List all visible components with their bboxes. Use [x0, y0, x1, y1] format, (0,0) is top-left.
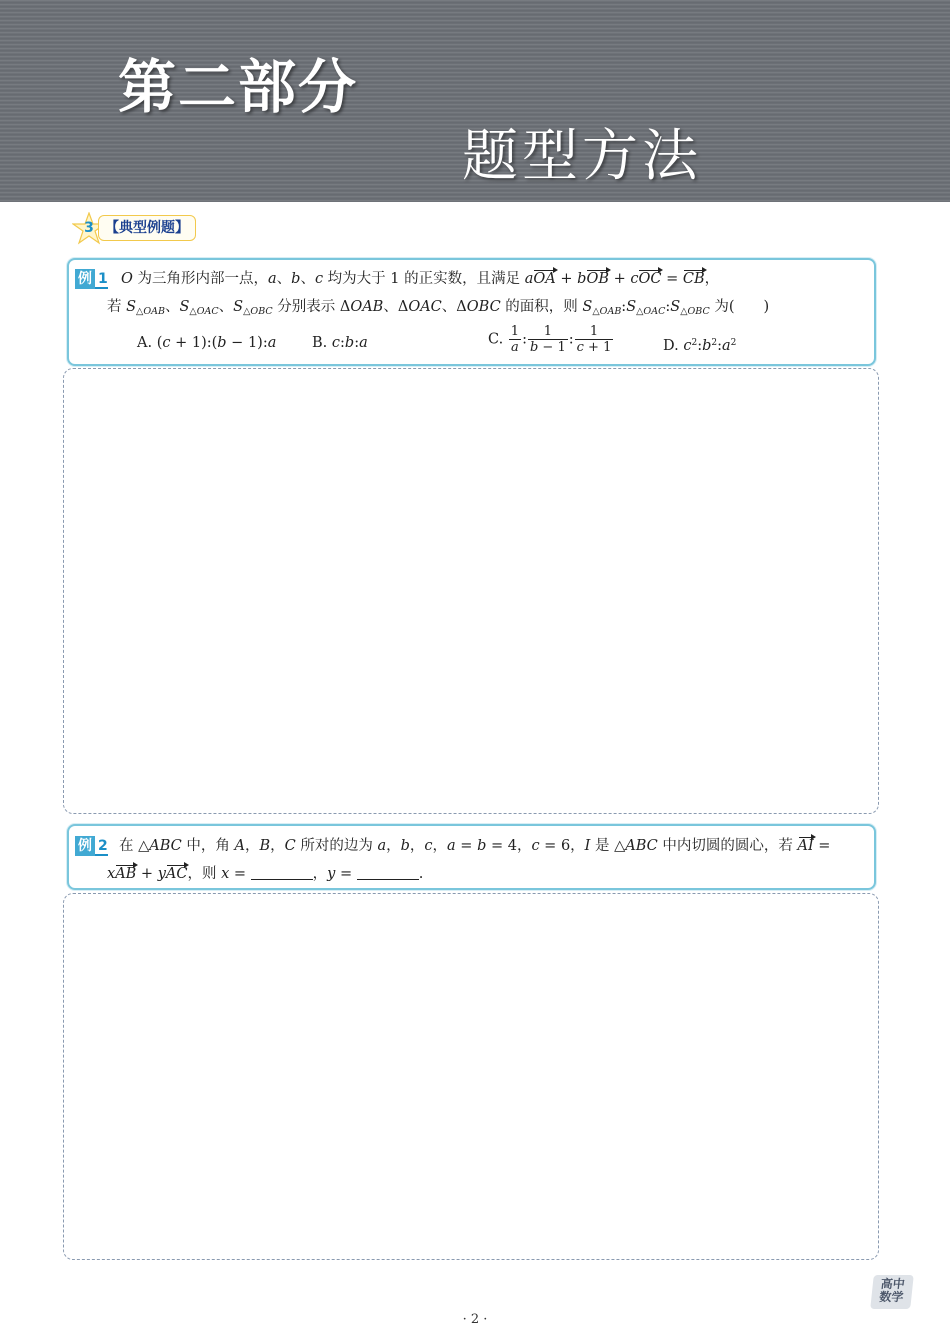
section-number: 3	[84, 220, 94, 236]
logo-line-1: 高中	[880, 1277, 906, 1291]
fraction-1-over-c-plus-1: $\frac{1}{c + 1}$	[576, 324, 612, 355]
option-d: D. $c^2:b^2:a^2$	[663, 338, 737, 354]
example-2-badge	[75, 836, 115, 856]
example-badge-word: 例	[75, 836, 95, 856]
option-a: A. (c + 1):(b − 1):a	[137, 335, 277, 351]
fraction-1-over-a: $\frac{1}{a}$	[510, 324, 520, 355]
answer-blank-x[interactable]	[251, 865, 313, 880]
example-1-question	[67, 258, 876, 366]
section-label: 【典型例题】	[98, 215, 196, 241]
example-badge-number: 1	[95, 271, 108, 289]
part-title: 第二部分	[118, 53, 359, 121]
example-1-answer-area[interactable]	[63, 368, 879, 814]
answer-blank-y[interactable]	[357, 865, 419, 880]
option-c-prefix: C.	[488, 331, 504, 348]
example-2-answer-area[interactable]	[63, 893, 879, 1260]
page-number: · 2 ·	[462, 1312, 488, 1327]
example-1-badge	[75, 269, 115, 289]
example-1-stem: O 为三角形内部一点，a、b、c 均为大于 1 的正实数，且满足 aOA + bOB + cOC = CB，	[121, 271, 720, 287]
example-1-line-1	[121, 269, 719, 289]
page-header-banner	[0, 0, 950, 202]
example-2-line-1: 在 △ABC 中，角 A，B，C 所对的边为 a，b，c，a = b = 4，c = 6，I 是 △ABC 中内切圆的圆心，若 AI =	[119, 838, 831, 854]
example-2-line-2: xAB + yAC，则 x = ，y = .	[107, 866, 424, 882]
example-badge-word: 例	[75, 269, 95, 289]
section-tag	[72, 212, 212, 244]
example-2-question	[67, 824, 876, 890]
example-1-line-2: 若 $S_{\triangle OAB}$、$S_{\triangle OAC}$、$S_{\triangle OBC}$ 分别表示 ΔOAB、ΔOAC、ΔOBC 的面积，则 $S_{\triangle OAB}:S_{\triangle OAC}:S_{\triangle OBC}$ 为( )	[107, 299, 770, 317]
part-subtitle: 题型方法	[462, 124, 702, 189]
option-b: B. c:b:a	[312, 335, 368, 351]
math-logo	[870, 1275, 914, 1309]
fraction-1-over-b-minus-1: $\frac{1}{b - 1}$	[529, 324, 566, 355]
example-badge-number: 2	[95, 838, 108, 856]
option-c: C. $\frac{1}{a}$ : $\frac{1}{b - 1}$ : $\frac{1}{c + 1}$	[488, 324, 612, 355]
logo-line-2: 数学	[878, 1290, 905, 1304]
